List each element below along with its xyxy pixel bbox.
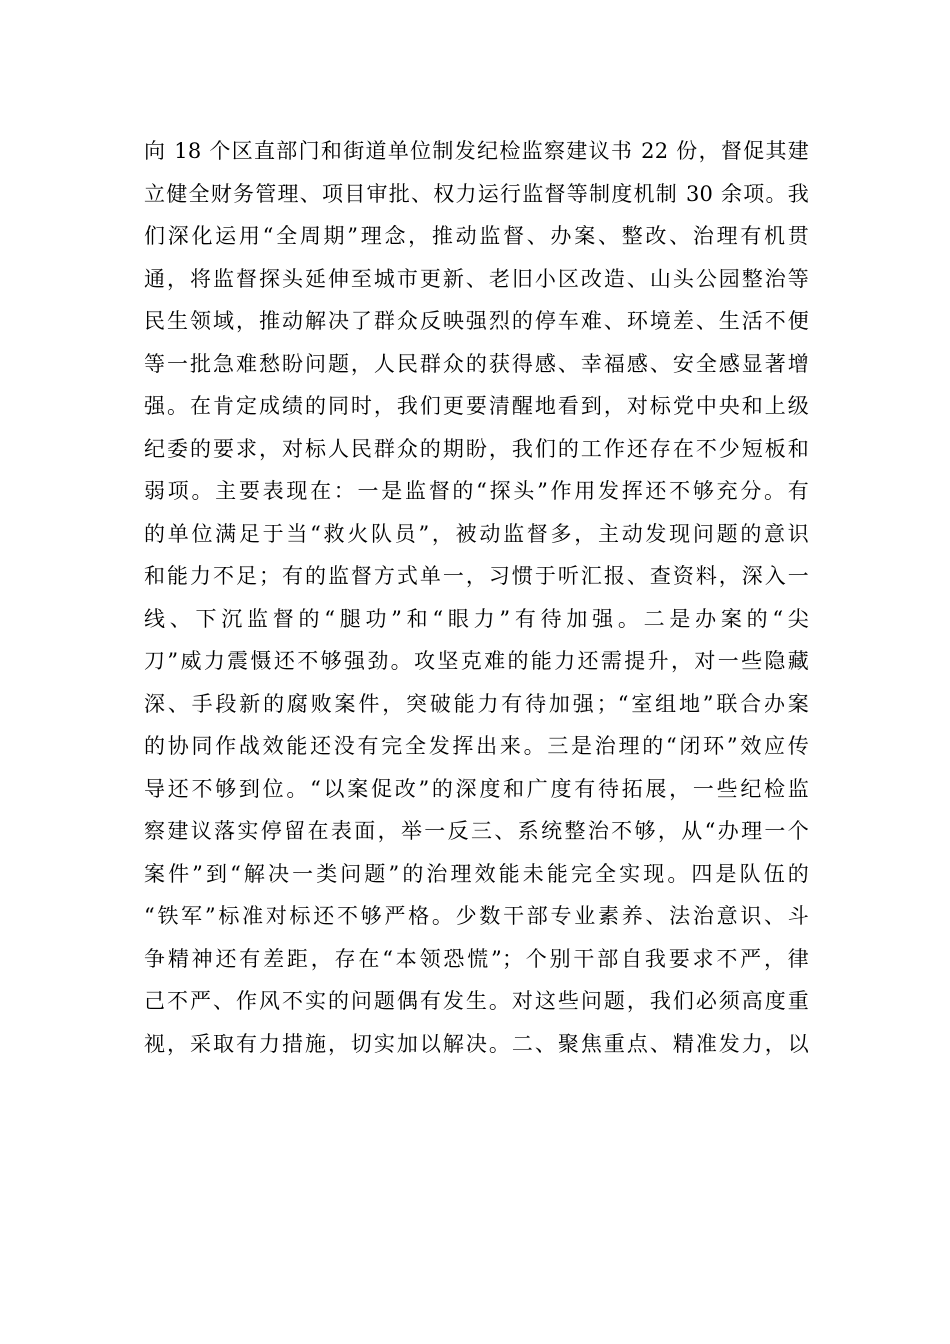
text-line: 强。在肯定成绩的同时，我们更要清醒地看到，对标党中央和上级 <box>144 394 809 418</box>
body-paragraph <box>144 130 809 1065</box>
text-line: 争精神还有差距，存在“本领恐慌”；个别干部自我要求不严，律 <box>144 946 809 971</box>
text-line: “铁军”标准对标还不够严格。少数干部专业素养、法治意识、斗 <box>144 904 809 928</box>
text-line: 立健全财务管理、项目审批、权力运行监督等制度机制 30 余项。我 <box>144 181 809 206</box>
text-line: 导还不够到位。“以案促改”的深度和广度有待拓展，一些纪检监 <box>144 776 809 801</box>
text-line: 的单位满足于当“救火队员”，被动监督多，主动发现问题的意识 <box>144 521 809 546</box>
text-line: 视，采取有力措施，切实加以解决。二、聚焦重点、精准发力，以 <box>144 1031 809 1056</box>
text-line: 向 18 个区直部门和街道单位制发纪检监察建议书 22 份，督促其建 <box>144 139 809 163</box>
text-line: 线、下沉监督的“腿功”和“眼力”有待加强。二是办案的“尖 <box>144 606 809 631</box>
text-line: 通，将监督探头延伸至城市更新、老旧小区改造、山头公园整治等 <box>144 266 809 291</box>
text-line: 纪委的要求，对标人民群众的期盼，我们的工作还存在不少短板和 <box>144 436 809 461</box>
text-line: 刀”威力震慑还不够强劲。攻坚克难的能力还需提升，对一些隐藏 <box>144 649 809 673</box>
text-line: 们深化运用“全周期”理念，推动监督、办案、整改、治理有机贯 <box>144 224 809 248</box>
text-line: 民生领域，推动解决了群众反映强烈的停车难、环境差、生活不便 <box>144 309 809 333</box>
text-line: 等一批急难愁盼问题，人民群众的获得感、幸福感、安全感显著增 <box>144 351 809 376</box>
text-line: 察建议落实停留在表面，举一反三、系统整治不够，从“办理一个 <box>144 819 809 843</box>
text-line: 己不严、作风不实的问题偶有发生。对这些问题，我们必须高度重 <box>144 989 809 1013</box>
text-line: 和能力不足；有的监督方式单一，习惯于听汇报、查资料，深入一 <box>144 564 809 588</box>
text-line: 深、手段新的腐败案件，突破能力有待加强；“室组地”联合办案 <box>144 691 809 716</box>
text-line: 的协同作战效能还没有完全发挥出来。三是治理的“闭环”效应传 <box>144 734 809 758</box>
text-line: 案件”到“解决一类问题”的治理效能未能完全实现。四是队伍的 <box>144 861 809 886</box>
text-line: 弱项。主要表现在：一是监督的“探头”作用发挥还不够充分。有 <box>144 479 809 503</box>
